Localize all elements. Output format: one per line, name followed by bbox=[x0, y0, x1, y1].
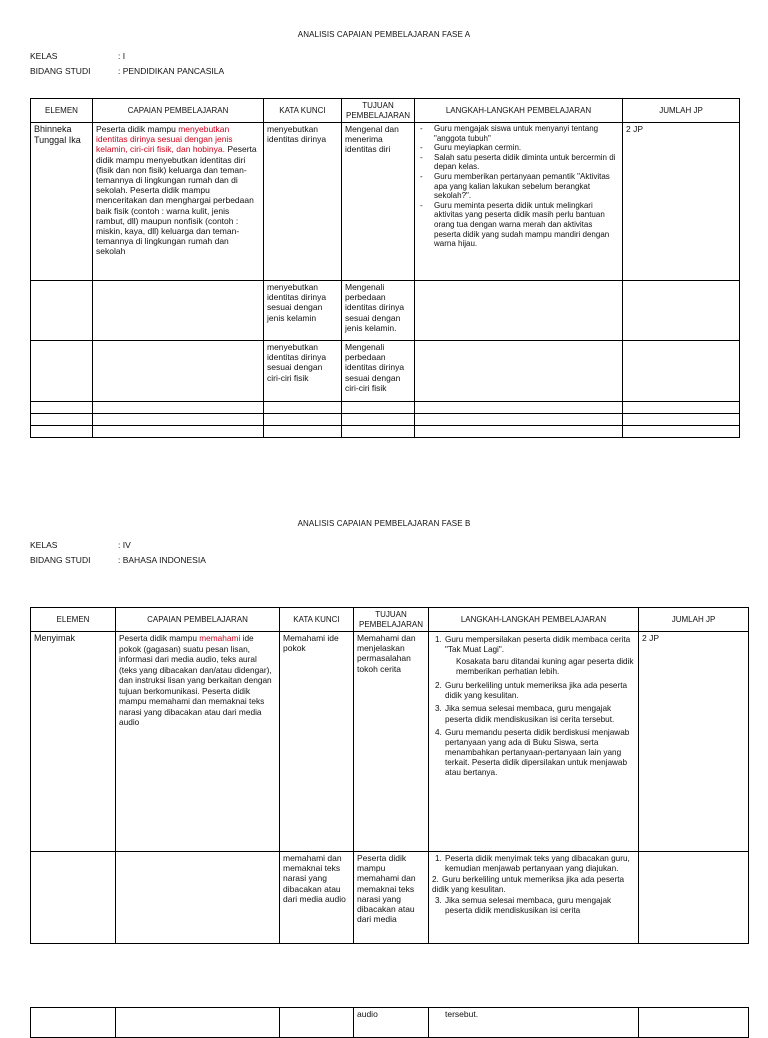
empty-cell bbox=[31, 281, 93, 341]
langkah-list bbox=[432, 854, 635, 916]
list-item: 3. Jika semua selesai membaca, guru mengajak peserta didik mendiskusikan isi cerita tersebut. bbox=[435, 704, 615, 724]
jumlah-jp-cell: 2 JP bbox=[639, 632, 749, 852]
list-item: 1. Peserta didik menyimak teks yang dibacakan guru, kemudian menjawab pertanyaan yang diajukan. bbox=[435, 854, 630, 874]
langkah-cell bbox=[429, 632, 639, 852]
elemen-cell: Bhinneka Tunggal Ika bbox=[31, 123, 93, 281]
empty-cell bbox=[415, 281, 623, 341]
doc1-kelas-label: KELAS bbox=[30, 51, 58, 61]
langkah-list-cont bbox=[432, 681, 635, 778]
capaian-text: Peserta didik mampu bbox=[96, 124, 179, 134]
empty-cell bbox=[116, 852, 280, 944]
langkah-list bbox=[432, 635, 635, 655]
list-item: - Guru meminta peserta didik untuk melingkari aktivitas yang peserta didik masih perlu bantuan orang tua dengan warna merah dan aktivitas peserta didik yang sudah mampu mandiri dengan warna hijau. bbox=[420, 201, 619, 249]
empty-cell bbox=[280, 1008, 354, 1038]
empty-cell bbox=[93, 281, 264, 341]
tujuan-cell: audio bbox=[354, 1008, 429, 1038]
list-item: - Guru mengajak siswa untuk menyanyi tentang "anggota tubuh" bbox=[420, 124, 619, 143]
tujuan-cell: Mengenali perbedaan identitas dirinya sesuai dengan ciri-ciri fisik bbox=[342, 341, 415, 402]
elemen-cell: Menyimak bbox=[31, 632, 116, 852]
doc2-kelas-label: KELAS bbox=[30, 540, 58, 550]
langkah-cell bbox=[429, 1008, 639, 1038]
langkah-list bbox=[418, 124, 619, 249]
doc2-bidang-value: : BAHASA INDONESIA bbox=[118, 555, 206, 565]
header-jumlah-jp: JUMLAH JP bbox=[639, 608, 749, 632]
list-item: 2. Guru berkeliling untuk memeriksa jika ada peserta didik yang kesulitan. bbox=[435, 681, 628, 701]
list-item: - Salah satu peserta didik diminta untuk bercermin di depan kelas. bbox=[420, 153, 619, 172]
header-langkah: LANGKAH-LANGKAH PEMBELAJARAN bbox=[429, 608, 639, 632]
capaian-highlight: menyebutkan identitas dirinya sesuai dengan jenis kelamin, ciri-ciri fisik, dan hobinya. bbox=[96, 124, 233, 155]
empty-cell bbox=[31, 1008, 116, 1038]
header-elemen: ELEMEN bbox=[31, 608, 116, 632]
capaian-highlight: memahami bbox=[199, 633, 241, 643]
header-kata-kunci: KATA KUNCI bbox=[280, 608, 354, 632]
kata-kunci-cell: menyebutkan identitas dirinya bbox=[264, 123, 342, 281]
doc2-table bbox=[30, 607, 749, 944]
header-kata-kunci: KATA KUNCI bbox=[264, 99, 342, 123]
tujuan-cell: Memahami dan menjelaskan permasalahan tokoh cerita bbox=[354, 632, 429, 852]
table-row bbox=[31, 341, 740, 402]
header-tujuan: TUJUAN PEMBELAJARAN bbox=[342, 99, 415, 123]
list-item-note: Kosakata baru ditandai kuning agar peserta didik memberikan perhatian lebih. bbox=[456, 657, 634, 677]
kata-kunci-cell: menyebutkan identitas dirinya sesuai dengan jenis kelamin bbox=[264, 281, 342, 341]
kata-kunci-cell: memahami dan memaknai teks narasi yang dibacakan atau dari media audio bbox=[280, 852, 354, 944]
table-row bbox=[31, 632, 749, 852]
empty-cell bbox=[415, 341, 623, 402]
empty-cell bbox=[116, 1008, 280, 1038]
langkah-cell bbox=[429, 852, 639, 944]
table-row bbox=[31, 414, 740, 426]
capaian-text-cont: Peserta didik mampu menyebutkan identitas diri (fisik dan non fisik) keluarga dan teman-temannya di lingkungan rumah dan di sekolah. Peserta didik mampu menceritakan dan menghargai perbedaan baik fisik (contoh : warna kulit, jenis rambut, dll) maupun nonfisik (contoh : miskin, kaya, dll) keluarga dan teman-temannya di lingkungan rumah dan sekolah bbox=[96, 144, 257, 257]
list-item: 4. Guru memandu peserta didik berdiskusi menjawab pertanyaan yang ada di Buku Siswa, serta menambahkan pertanyaan-pertanyaan lain yang terkait. Peserta didik dipersilakan untuk menjawab atau bertanya. bbox=[435, 727, 630, 777]
tujuan-cell: Mengenali perbedaan identitas dirinya sesuai dengan jenis kelamin. bbox=[342, 281, 415, 341]
tujuan-cell: Peserta didik mampu memahami dan memaknai teks narasi yang dibacakan atau dari media bbox=[354, 852, 429, 944]
doc2-table-continued bbox=[30, 1007, 749, 1038]
doc1-kelas-value: : I bbox=[118, 51, 126, 61]
doc1-title: ANALISIS CAPAIAN PEMBELAJARAN FASE A bbox=[297, 30, 471, 39]
langkah-cell bbox=[415, 123, 623, 281]
list-item: 3. Jika semua selesai membaca, guru mengajak peserta didik mendiskusikan isi cerita bbox=[435, 896, 612, 916]
capaian-cell bbox=[116, 632, 280, 852]
empty-cell bbox=[623, 341, 740, 402]
table-row bbox=[31, 402, 740, 414]
header-langkah: LANGKAH-LANGKAH PEMBELAJARAN bbox=[415, 99, 623, 123]
table-row bbox=[31, 123, 740, 281]
kata-kunci-cell: menyebutkan identitas dirinya sesuai dengan ciri-ciri fisik bbox=[264, 341, 342, 402]
table-row bbox=[31, 281, 740, 341]
empty-cell bbox=[623, 281, 740, 341]
table-row bbox=[31, 426, 740, 438]
capaian-text-cont: ide pokok (gagasan) suatu pesan lisan, informasi dari media audio, teks aural (teks yang dibacakan dan/atau didengar), dan instruksi lisan yang berkaitan dengan tujuan berkomunikasi. Peserta didik mampu memahami dan memaknai teks narasi yang dibacakan atau dari media audio bbox=[119, 633, 272, 728]
header-capaian: CAPAIAN PEMBELAJARAN bbox=[93, 99, 264, 123]
list-item: 1. Guru mempersilakan peserta didik membaca cerita "Tak Muat Lagi". bbox=[435, 635, 631, 655]
doc1-header-row bbox=[31, 99, 740, 123]
empty-cell bbox=[31, 852, 116, 944]
list-item-cont: tersebut. bbox=[445, 1009, 479, 1019]
jumlah-jp-cell: 2 JP bbox=[623, 123, 740, 281]
list-item: 2. Guru berkeliling untuk memeriksa jika ada peserta didik yang kesulitan. bbox=[432, 875, 625, 895]
doc2-bidang-label: BIDANG STUDI bbox=[30, 555, 91, 565]
doc1-table bbox=[30, 98, 740, 438]
capaian-cell bbox=[93, 123, 264, 281]
table-row bbox=[31, 1008, 749, 1038]
tujuan-cell: Mengenal dan menerima identitas diri bbox=[342, 123, 415, 281]
kata-kunci-cell: Memahami ide pokok bbox=[280, 632, 354, 852]
list-item: - Guru meyiapkan cermin. bbox=[420, 143, 619, 153]
list-item: - Guru memberikan pertanyaan pemantik "Aktivitas apa yang kalian lakukan sebelum berangkat sekolah?". bbox=[420, 172, 619, 201]
header-elemen: ELEMEN bbox=[31, 99, 93, 123]
capaian-text: Peserta didik mampu bbox=[119, 633, 200, 643]
doc2-kelas-value: : IV bbox=[118, 540, 131, 550]
header-jumlah-jp: JUMLAH JP bbox=[623, 99, 740, 123]
empty-cell bbox=[31, 341, 93, 402]
doc2-title: ANALISIS CAPAIAN PEMBELAJARAN FASE B bbox=[297, 519, 471, 528]
doc1-bidang-label: BIDANG STUDI bbox=[30, 66, 91, 76]
doc2-header-row bbox=[31, 608, 749, 632]
empty-cell bbox=[639, 852, 749, 944]
table-row bbox=[31, 852, 749, 944]
header-tujuan: TUJUAN PEMBELAJARAN bbox=[354, 608, 429, 632]
doc1-bidang-value: : PENDIDIKAN PANCASILA bbox=[118, 66, 225, 76]
empty-cell bbox=[639, 1008, 749, 1038]
header-capaian: CAPAIAN PEMBELAJARAN bbox=[116, 608, 280, 632]
empty-cell bbox=[93, 341, 264, 402]
